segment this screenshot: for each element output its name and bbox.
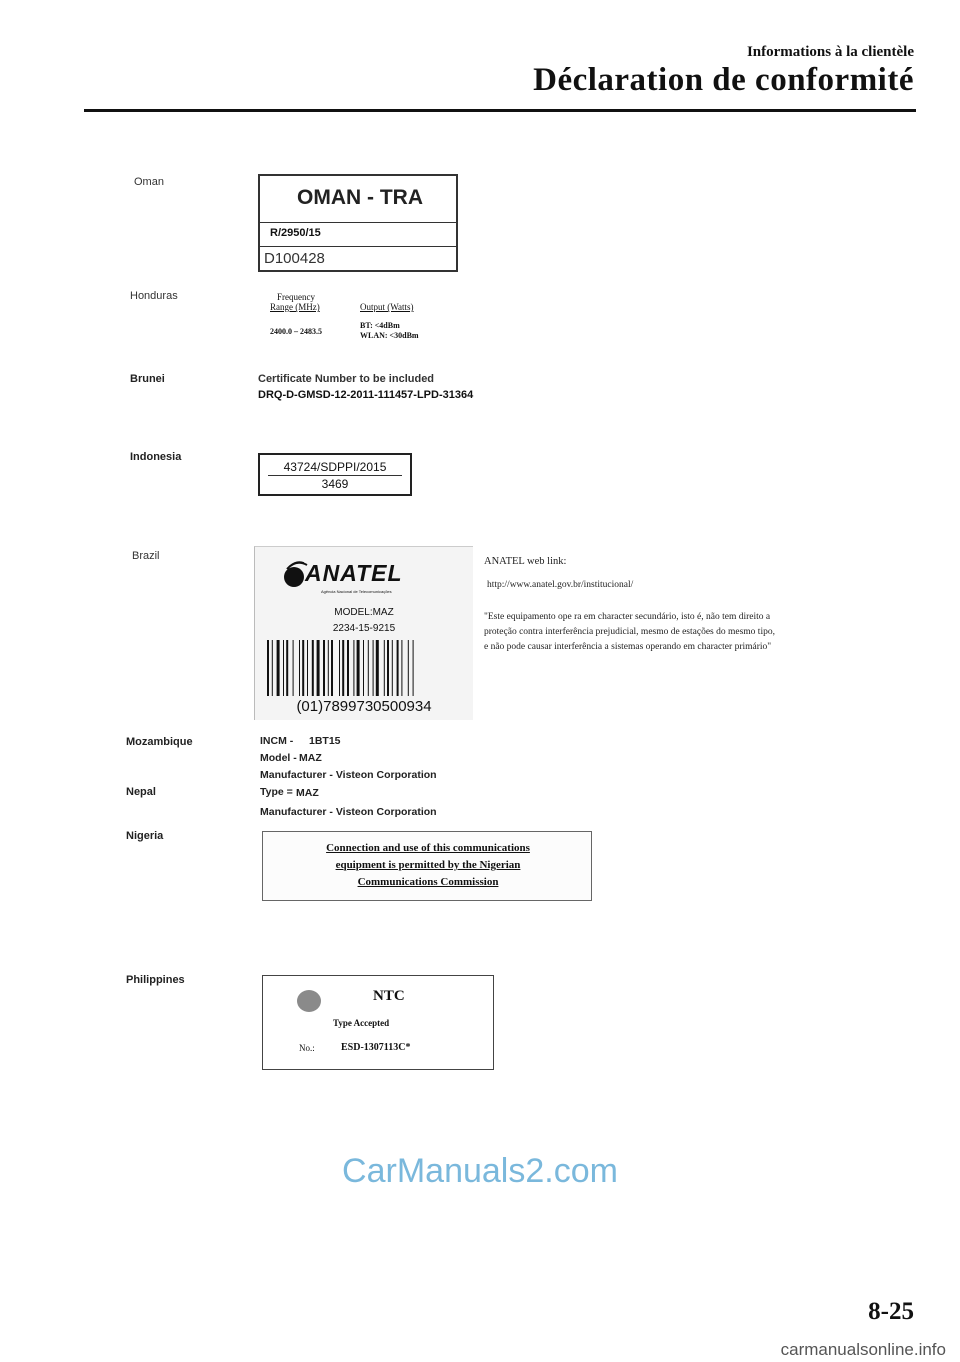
country-label-nigeria: Nigeria bbox=[126, 830, 164, 842]
mozambique-manufacturer: Manufacturer - Visteon Corporation bbox=[260, 769, 437, 781]
barcode-bar bbox=[317, 640, 320, 696]
barcode-bar bbox=[397, 640, 399, 696]
barcode-bar bbox=[384, 640, 385, 696]
nepal-type-label: Type = bbox=[260, 786, 293, 798]
header-divider bbox=[84, 109, 916, 112]
oman-title: OMAN - TRA bbox=[297, 186, 423, 209]
nigeria-line1: Connection and use of this communications bbox=[326, 842, 530, 854]
anatel-web-link[interactable]: http://www.anatel.gov.br/institucional/ bbox=[487, 580, 634, 590]
honduras-col1-header: Frequency bbox=[277, 292, 315, 302]
barcode-bar bbox=[299, 640, 300, 696]
divider bbox=[260, 222, 458, 223]
anatel-notice-line2: proteção contra interferência prejudicial, mesmo de estações do mesmo tipo, bbox=[484, 627, 775, 637]
barcode-bar bbox=[267, 640, 269, 696]
brunei-number: DRQ-D-GMSD-12-2011-111457-LPD-31364 bbox=[258, 389, 474, 401]
oman-label-box bbox=[258, 174, 458, 272]
country-label-oman: Oman bbox=[134, 176, 164, 188]
barcode-bar bbox=[387, 640, 389, 696]
barcode-bar bbox=[342, 640, 344, 696]
oman-dealer-id: D100428 bbox=[264, 250, 325, 267]
honduras-range: 2400.0 – 2483.5 bbox=[270, 327, 322, 336]
barcode-bar bbox=[347, 640, 349, 696]
mozambique-incm-value: 1BT15 bbox=[309, 735, 341, 747]
barcode-bar bbox=[331, 640, 333, 696]
nigeria-line3: Communications Commission bbox=[357, 876, 499, 888]
anatel-label-box bbox=[254, 546, 473, 720]
country-label-honduras: Honduras bbox=[130, 290, 178, 302]
mozambique-model-value: MAZ bbox=[299, 752, 322, 764]
nepal-manufacturer: Manufacturer - Visteon Corporation bbox=[260, 806, 437, 818]
barcode-bar bbox=[413, 640, 414, 696]
brunei-heading: Certificate Number to be included bbox=[258, 373, 435, 385]
nigeria-label-box bbox=[262, 831, 592, 901]
anatel-web-label: ANATEL web link: bbox=[484, 556, 567, 567]
barcode-bar bbox=[286, 640, 288, 696]
country-label-mozambique: Mozambique bbox=[126, 736, 193, 748]
barcode-bar bbox=[376, 640, 379, 696]
country-label-nepal: Nepal bbox=[126, 786, 156, 798]
mozambique-model-label: Model - bbox=[260, 752, 297, 764]
ntc-seal-icon bbox=[297, 990, 321, 1012]
ntc-no-label: No.: bbox=[299, 1043, 315, 1053]
barcode-bar bbox=[272, 640, 273, 696]
barcode-number: (01)7899730500934 bbox=[296, 698, 432, 715]
barcode-bar bbox=[302, 640, 304, 696]
nepal-type-value: MAZ bbox=[296, 787, 319, 799]
ntc-number: ESD-1307113C* bbox=[341, 1042, 411, 1053]
indonesia-cert: 43724/SDPPI/2015 bbox=[283, 460, 387, 474]
section-label: Informations à la clientèle bbox=[746, 44, 914, 60]
page-number: 8-25 bbox=[868, 1298, 914, 1325]
barcode-bar bbox=[392, 640, 393, 696]
barcode-bar bbox=[293, 640, 294, 696]
nigeria-line2: equipment is permitted by the Nigerian bbox=[335, 859, 521, 871]
barcode-bar bbox=[283, 640, 284, 696]
divider bbox=[268, 475, 402, 476]
barcode-bar bbox=[323, 640, 325, 696]
barcode bbox=[267, 640, 463, 696]
barcode-bar bbox=[401, 640, 402, 696]
barcode-bar bbox=[357, 640, 360, 696]
honduras-wlan: WLAN: <30dBm bbox=[360, 331, 419, 340]
mozambique-incm-label: INCM - bbox=[260, 735, 294, 747]
honduras-bt: BT: <4dBm bbox=[360, 321, 400, 330]
country-label-brazil: Brazil bbox=[132, 550, 160, 562]
page-title: Déclaration de conformité bbox=[533, 62, 914, 98]
anatel-model: MODEL:MAZ bbox=[334, 607, 394, 618]
country-label-indonesia: Indonesia bbox=[130, 451, 182, 463]
footer-site: carmanualsonline.info bbox=[780, 1340, 946, 1359]
barcode-bar bbox=[408, 640, 409, 696]
barcode-bar bbox=[363, 640, 364, 696]
barcode-bar bbox=[277, 640, 280, 696]
barcode-bar bbox=[353, 640, 354, 696]
anatel-notice-line3: e não pode causar interferência a sistemas operando em character primário" bbox=[484, 642, 772, 652]
watermark: CarManuals2.com bbox=[342, 1152, 618, 1190]
indonesia-code: 3469 bbox=[321, 477, 349, 491]
anatel-cert-number: 2234-15-9215 bbox=[332, 623, 396, 634]
barcode-bar bbox=[312, 640, 314, 696]
barcode-bar bbox=[373, 640, 374, 696]
divider bbox=[260, 246, 458, 247]
anatel-agency: Agência Nacional de Telecomunicações bbox=[321, 589, 392, 594]
anatel-notice-line1: "Este equipamento ope ra em character secundário, isto é, não tem direito a bbox=[484, 612, 771, 622]
barcode-bar bbox=[339, 640, 340, 696]
anatel-logo: ANATEL bbox=[305, 560, 403, 586]
barcode-bar bbox=[328, 640, 329, 696]
honduras-col1-header-2: Range (MHz) bbox=[270, 302, 320, 312]
country-label-brunei: Brunei bbox=[130, 373, 165, 385]
honduras-col2-header: Output (Watts) bbox=[360, 302, 414, 312]
barcode-bar bbox=[368, 640, 369, 696]
ntc-label-box bbox=[262, 975, 494, 1070]
ntc-title: NTC bbox=[373, 988, 405, 1004]
barcode-bar bbox=[307, 640, 308, 696]
oman-registration: R/2950/15 bbox=[270, 227, 321, 239]
ntc-subtitle: Type Accepted bbox=[333, 1018, 390, 1028]
indonesia-label-box bbox=[258, 453, 412, 496]
country-label-philippines: Philippines bbox=[126, 974, 185, 986]
